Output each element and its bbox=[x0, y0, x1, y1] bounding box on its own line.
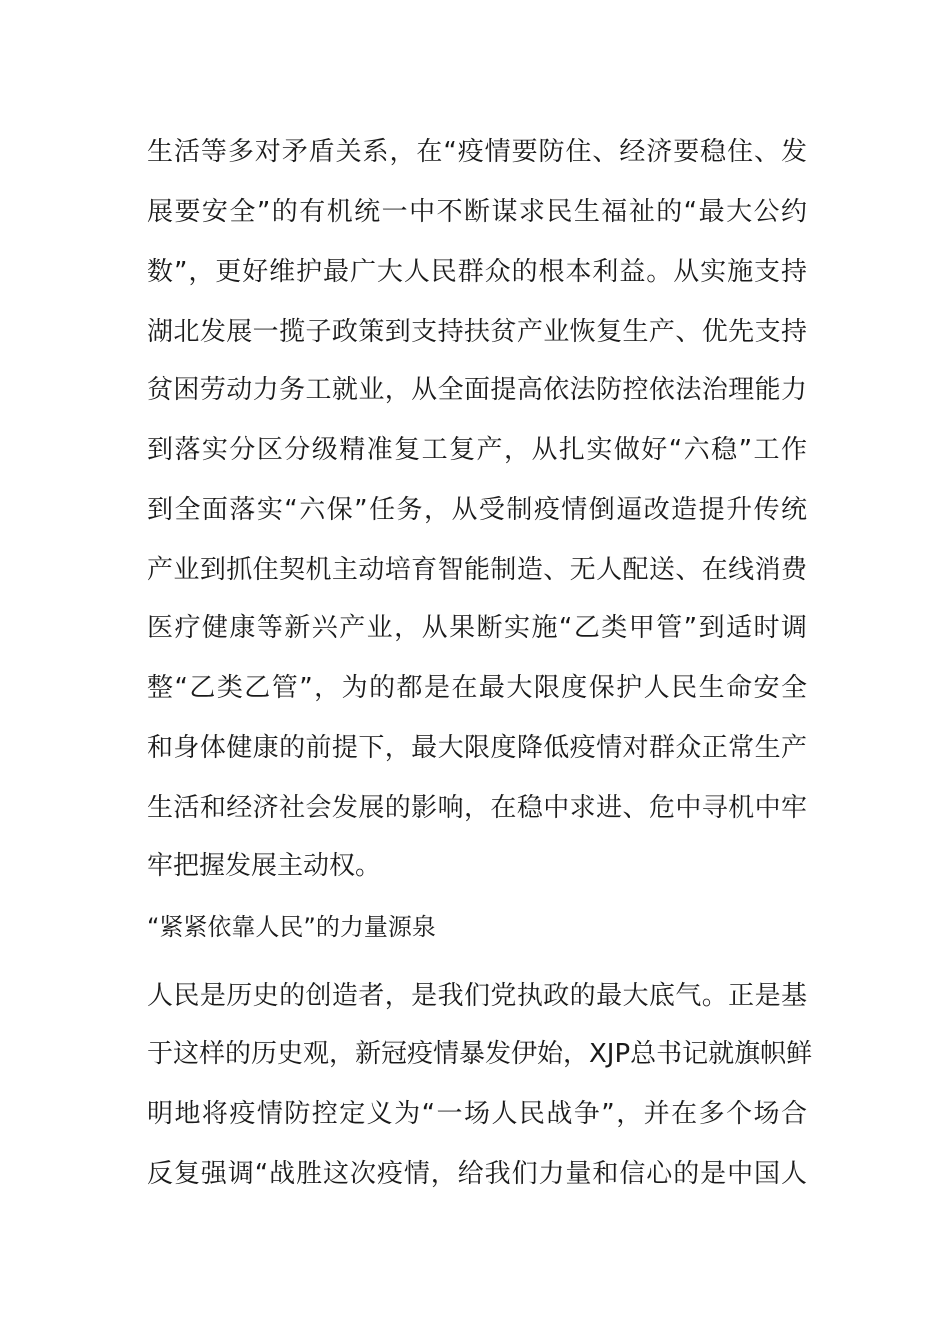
paragraph-2-line-3: 明地将疫情防控定义为“一场人民战争”，并在多个场合 bbox=[147, 1099, 807, 1129]
paragraph-1-line-4: 湖北发展一揽子政策到支持扶贫产业恢复生产、优先支持 bbox=[147, 317, 807, 347]
paragraph-1-line-3: 数”，更好维护最广大人民群众的根本利益。从实施支持 bbox=[147, 257, 807, 287]
paragraph-1-line-12: 生活和经济社会发展的影响，在稳中求进、危中寻机中牢 bbox=[147, 793, 807, 823]
paragraph-2-line-4: 反复强调“战胜这次疫情，给我们力量和信心的是中国人 bbox=[147, 1159, 807, 1189]
paragraph-1-line-7: 到全面落实“六保”任务，从受制疫情倒逼改造提升传统 bbox=[147, 495, 807, 525]
paragraph-2-line-2: 于这样的历史观，新冠疫情暴发伊始，XJP总书记就旗帜鲜 bbox=[147, 1039, 813, 1069]
paragraph-2-line-1: 人民是历史的创造者，是我们党执政的最大底气。正是基 bbox=[147, 981, 807, 1011]
paragraph-1-line-1: 生活等多对矛盾关系，在“疫情要防住、经济要稳住、发 bbox=[147, 137, 807, 167]
paragraph-1-line-5: 贫困劳动力务工就业，从全面提高依法防控依法治理能力 bbox=[147, 375, 807, 405]
paragraph-1-line-13: 牢把握发展主动权。 bbox=[147, 851, 382, 881]
paragraph-1-line-2: 展要安全”的有机统一中不断谋求民生福祉的“最大公约 bbox=[147, 197, 807, 227]
paragraph-1-line-6: 到落实分区分级精准复工复产，从扎实做好“六稳”工作 bbox=[147, 435, 807, 465]
paragraph-1-line-11: 和身体健康的前提下，最大限度降低疫情对群众正常生产 bbox=[147, 733, 807, 763]
section-heading: “紧紧依靠人民”的力量源泉 bbox=[147, 913, 436, 941]
paragraph-1-line-10: 整“乙类乙管”，为的都是在最大限度保护人民生命安全 bbox=[147, 673, 807, 703]
paragraph-1-line-8: 产业到抓住契机主动培育智能制造、无人配送、在线消费 bbox=[147, 555, 807, 585]
paragraph-1-line-9: 医疗健康等新兴产业，从果断实施“乙类甲管”到适时调 bbox=[147, 613, 807, 643]
